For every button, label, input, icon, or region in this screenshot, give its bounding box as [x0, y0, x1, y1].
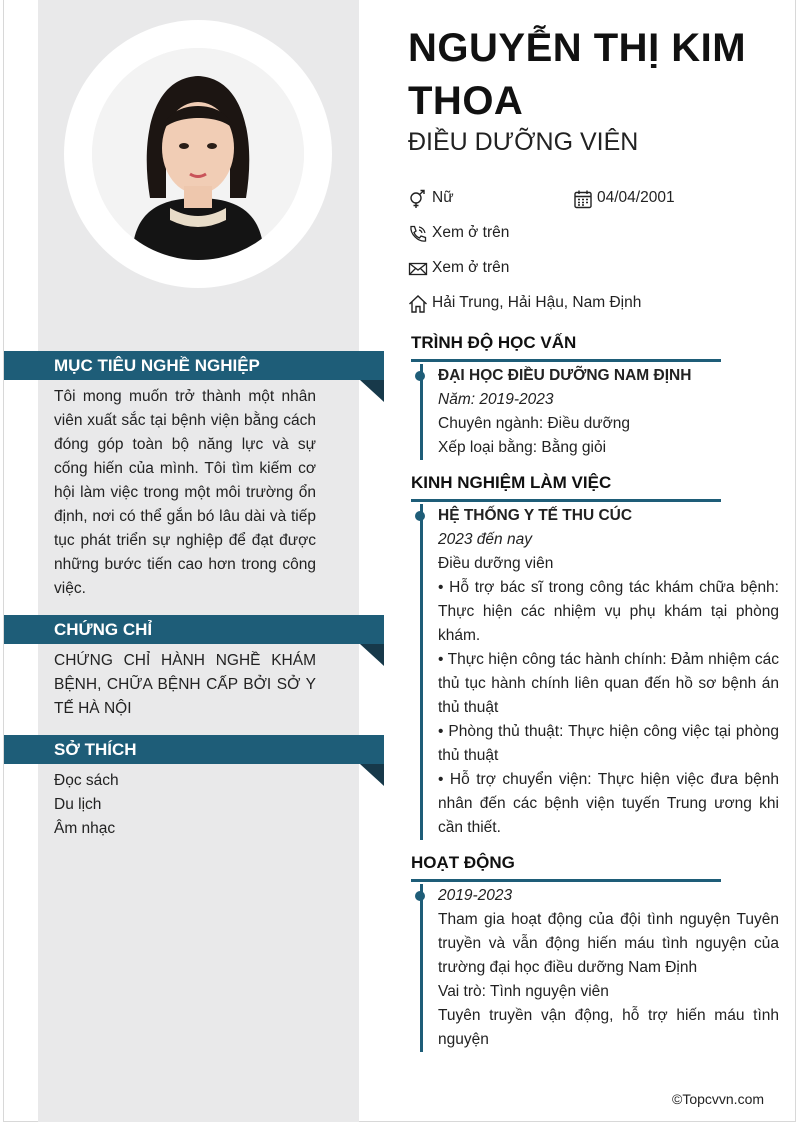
experience-section [420, 504, 779, 840]
portrait-icon [92, 48, 304, 260]
education-school: ĐẠI HỌC ĐIỀU DƯỠNG NAM ĐỊNH [438, 367, 692, 384]
full-name: NGUYỄN THỊ KIM THOA [408, 26, 747, 123]
education-major: Chuyên ngành: Điều dưỡng [438, 415, 631, 432]
email-value: Xem ở trên [432, 259, 510, 276]
address-value: Hải Trung, Hải Hậu, Nam Định [432, 294, 642, 311]
avatar [92, 48, 304, 260]
education-section [420, 364, 779, 460]
experience-bullet: • Hỗ trợ chuyển viện: Thực hiện việc đưa bệnh nhân đến các bệnh viện tuyến Trung ương khi cần thiết. [438, 771, 779, 836]
phone-icon [408, 224, 428, 244]
education-heading: TRÌNH ĐỘ HỌC VẤN [411, 333, 721, 362]
gender-icon [408, 189, 428, 209]
footer-credit: ©Topcvvn.com [672, 1091, 765, 1107]
home-icon [408, 294, 428, 314]
activities-section [420, 884, 779, 1052]
ribbon-fold [360, 764, 384, 786]
experience-company: HỆ THỐNG Y TẾ THU CÚC [438, 507, 633, 524]
list-item: Đọc sách [54, 772, 119, 789]
activities-period: 2019-2023 [438, 887, 513, 904]
certificates-heading [4, 615, 384, 644]
ribbon-fold [360, 380, 384, 402]
ribbon-fold [360, 644, 384, 666]
phone-value: Xem ở trên [432, 224, 510, 241]
activities-heading: HOẠT ĐỘNG [411, 853, 721, 882]
hobbies-heading [4, 735, 384, 764]
experience-role: Điều dưỡng viên [438, 555, 554, 572]
avatar-frame [64, 20, 332, 288]
objective-heading [4, 351, 384, 380]
list-item: Du lịch [54, 796, 102, 813]
certificates-text: CHỨNG CHỈ HÀNH NGHỀ KHÁM BỆNH, CHỮA BỆNH CẤP BỞI SỞ Y TẾ HÀ NỘI [54, 652, 316, 717]
experience-period: 2023 đến nay [438, 531, 532, 548]
experience-heading: KINH NGHIỆM LÀM VIỆC [411, 473, 721, 502]
calendar-icon [573, 189, 593, 209]
objective-heading-label: MỤC TIÊU NGHỀ NGHIỆP [54, 356, 260, 375]
birthdate-value: 04/04/2001 [597, 189, 675, 206]
gender-value: Nữ [432, 189, 454, 206]
experience-bullet: • Phòng thủ thuật: Thực hiện công việc tại phòng thủ thuật [438, 723, 779, 764]
hobbies-list [54, 769, 119, 841]
envelope-icon [408, 259, 428, 279]
activities-description: Tham gia hoạt động của đội tình nguyện Tuyên truyền và vẫn động hiến máu tình nguyện của trường đại học điều dưỡng Nam Định [438, 911, 779, 976]
experience-bullet: • Hỗ trợ bác sĩ trong công tác khám chữa bệnh: Thực hiện các nhiệm vụ phụ khám tại phòng khám. [438, 579, 779, 644]
timeline-dot [415, 371, 425, 381]
timeline-dot [415, 511, 425, 521]
activities-detail: Tuyên truyền vận động, hỗ trợ hiến máu tình nguyện [438, 1007, 779, 1048]
objective-text: Tôi mong muốn trở thành một nhân viên xuất sắc tại bệnh viện bằng cách đóng góp toàn bộ năng lực và sự cống hiến của mình. Tôi tìm kiếm cơ hội làm việc trong một môi trường ổn định, nơi có thể gắn bó lâu dài và tiếp tục phát triển sự nghiệp để đạt được những bước tiến cao hơn trong công việc. [54, 388, 316, 597]
education-years: Năm: 2019-2023 [438, 391, 554, 408]
education-grade: Xếp loại bằng: Bằng giỏi [438, 439, 607, 456]
job-title: ĐIỀU DƯỠNG VIÊN [408, 128, 639, 156]
timeline-dot [415, 891, 425, 901]
activities-role: Vai trò: Tình nguyện viên [438, 983, 609, 1000]
list-item: Âm nhạc [54, 820, 116, 837]
experience-bullet: • Thực hiện công tác hành chính: Đảm nhiệm các thủ tục hành chính liên quan đến hồ sơ bệnh án thủ thuật [438, 651, 779, 716]
certificates-heading-label: CHỨNG CHỈ [54, 620, 153, 639]
hobbies-heading-label: SỞ THÍCH [54, 740, 137, 759]
